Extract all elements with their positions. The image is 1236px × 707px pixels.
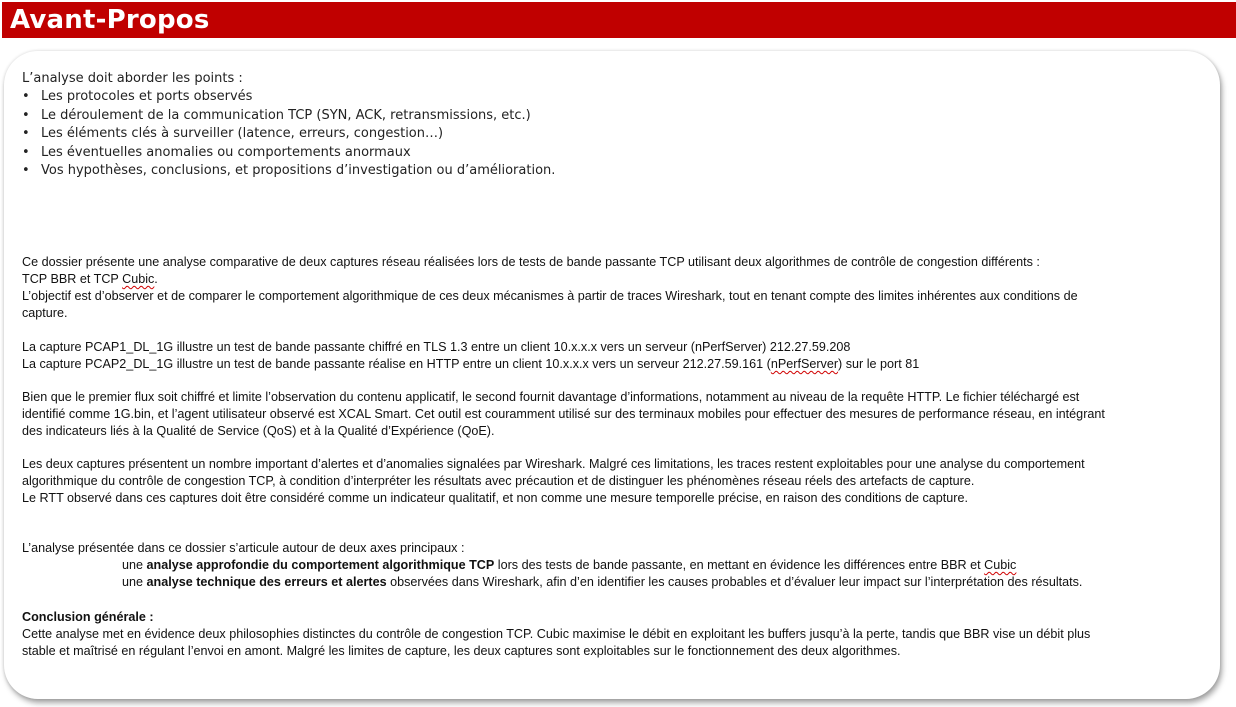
list-item: • Les protocoles et ports observés	[22, 88, 555, 107]
intro-lead: L’analyse doit aborder les points :	[22, 71, 243, 86]
bullet-icon: •	[22, 144, 30, 160]
spellcheck-word: Cubic	[122, 272, 155, 286]
list-item: • Les éléments clés à surveiller (latence, erreurs, congestion…)	[22, 125, 555, 144]
bullet-icon: •	[22, 163, 30, 179]
paragraph-flows: Bien que le premier flux soit chiffré et limite l’observation du contenu applicatif, le second fournit davantage d’informations, notamment au niveau de la requête HTTP. Le fichier téléchargé est identifié comme 1G.bin, et l’agent utilisateur observé est XCAL Smart. Cet outil est couramment utilisé sur des terminaux mobiles pour effectuer des mesures de performance réseau, en intégrant des indicateurs liés à la Qualité de Service (QoS) et à la Qualité d’Expérience (QoE).	[22, 390, 1105, 438]
paragraph-captures: La capture PCAP1_DL_1G illustre un test de bande passante chiffré en TLS 1.3 entre un client 10.x.x.x vers un serveur (nPerfServer) 212.27.59.208 La capture PCAP2_DL_1G illustre un test de bande passante réalise en HTTP entre un client 10.x.x.x vers un serveur 212.27.59.161 (nPerfServer) sur le port 81	[22, 340, 920, 371]
bullet-icon: •	[22, 89, 30, 104]
paragraph-alerts: Les deux captures présentent un nombre important d’alertes et d’anomalies signalées par Wireshark. Malgré ces limitations, les traces restent exploitables pour une analyse du comportement algorithmique du contrôle de congestion TCP, à condition d’interpréter les résultats avec précaution et de distinguer les phénomènes réseau réels des artefacts de capture. Le RTT observé dans ces captures doit être considéré comme un indicateur qualitatif, et non comme une mesure temporelle précise, en raison des conditions de capture.	[22, 457, 1085, 505]
bullet-icon: •	[22, 126, 30, 142]
axis-item: une analyse approfondie du comportement algorithmique TCP lors des tests de bande passante, en mettant en évidence les différences entre BBR et Cubic	[122, 558, 1017, 572]
spellcheck-word: Cubic	[984, 558, 1017, 572]
bullet-icon: •	[22, 107, 30, 123]
title-banner	[2, 2, 1236, 38]
intro-bullet-list	[22, 88, 555, 181]
conclusion-heading: Conclusion générale :	[22, 610, 154, 624]
conclusion-section: Conclusion générale : Cette analyse met en évidence deux philosophies distinctes du contrôle de congestion TCP. Cubic maximise le débit en exploitant les buffers jusqu’à la perte, tandis que BBR vise un débit plus stable et maîtrisé en régulant l’envoi en amont. Malgré les limites de capture, les deux captures sont exploitables sur le fonctionnement des deux algorithmes.	[22, 610, 1091, 658]
spellcheck-word: nPerfServer	[770, 357, 839, 371]
list-item: • Les éventuelles anomalies ou comportements anormaux	[22, 144, 555, 163]
paragraph-context: Ce dossier présente une analyse comparative de deux captures réseau réalisées lors de tests de bande passante TCP utilisant deux algorithmes de contrôle de congestion différents : TCP BBR et TCP Cubic. L’objectif est d’observer et de comparer le comportement algorithmique de ces deux mécanismes à partir de traces Wireshark, tout en tenant compte des limites inhérentes aux conditions de capture.	[22, 255, 1078, 320]
axis-item: une analyse technique des erreurs et alertes observées dans Wireshark, afin d’en identifier les causes probables et d’évaluer leur impact sur l’interprétation des résultats.	[122, 575, 1083, 589]
list-item: • Le déroulement de la communication TCP (SYN, ACK, retransmissions, etc.)	[22, 107, 555, 126]
page-title: Avant-Propos	[10, 5, 210, 35]
intro-section	[22, 70, 555, 181]
list-item: • Vos hypothèses, conclusions, et propositions d’investigation ou d’amélioration.	[22, 162, 555, 181]
paragraph-axes: L’analyse présentée dans ce dossier s’articule autour de deux axes principaux : une analyse approfondie du comportement algorithmique TCP lors des tests de bande passante, en mettant en évidence les différences entre BBR et Cubic une analyse technique des erreurs et alertes observées dans Wireshark, afin d’en identifier les causes probables et d’évaluer leur impact sur l’interprétation des résultats.	[22, 540, 1212, 591]
